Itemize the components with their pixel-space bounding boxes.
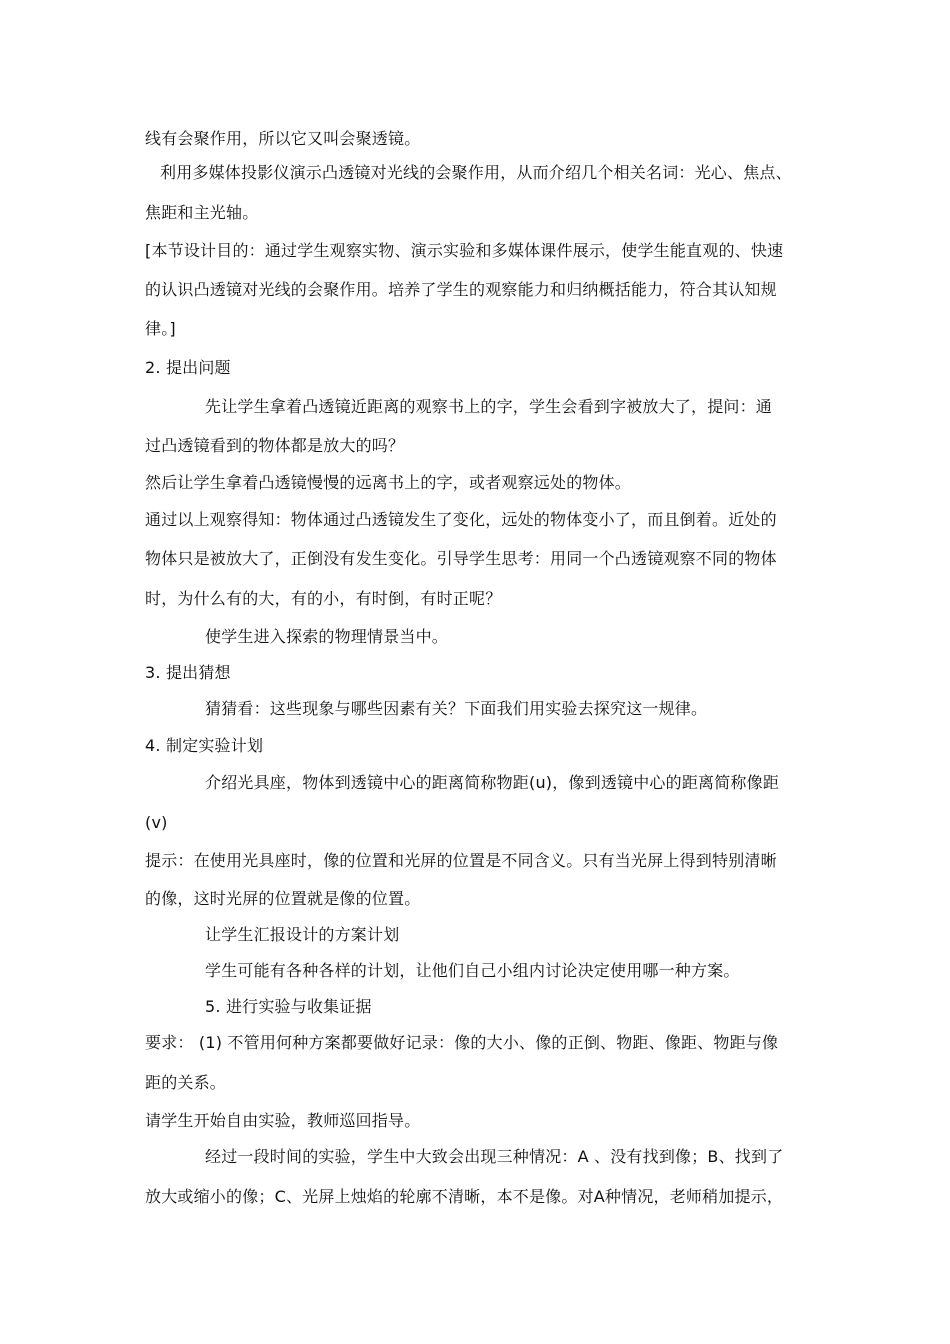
text-line: 线有会聚作用，所以它又叫会聚透镜。 (145, 129, 421, 148)
text-line: 距的关系。 (145, 1073, 227, 1092)
text-line: 经过一段时间的实验，学生中大致会出现三种情况：A 、没有找到像；B、找到了 (205, 1147, 784, 1166)
text-line: 然后让学生拿着凸透镜慢慢的远离书上的字，或者观察远处的物体。 (145, 473, 632, 492)
text-line: 时，为什么有的大，有的小，有时倒，有时正呢？ (145, 589, 502, 608)
text-line: 的像，这时光屏的位置就是像的位置。 (145, 889, 421, 908)
text-line: 提示：在使用光具座时，像的位置和光屏的位置是不同含义。只有当光屏上得到特别清晰 (145, 851, 777, 870)
text-line: 先让学生拿着凸透镜近距离的观察书上的字，学生会看到字被放大了，提问：通 (205, 397, 773, 416)
text-line: 的认识凸透镜对光线的会聚作用。培养了学生的观察能力和归纳概括能力，符合其认知规 (145, 280, 777, 299)
text-line: 让学生汇报设计的方案计划 (205, 925, 400, 944)
text-line: 物体只是被放大了，正倒没有发生变化。引导学生思考：用同一个凸透镜观察不同的物体 (145, 549, 777, 568)
section-heading: 5. 进行实验与收集证据 (205, 997, 372, 1016)
section-heading: 2. 提出问题 (145, 358, 231, 377)
text-line: 猜猜看：这些现象与哪些因素有关？下面我们用实验去探究这一规律。 (205, 699, 708, 718)
text-line: 过凸透镜看到的物体都是放大的吗？ (145, 436, 405, 455)
text-line: 利用多媒体投影仪演示凸透镜对光线的会聚作用，从而介绍几个相关名词：光心、焦点、 (160, 163, 792, 182)
text-line: 学生可能有各种各样的计划，让他们自己小组内讨论决定使用哪一种方案。 (205, 961, 740, 980)
text-line: 要求： (1) 不管用何种方案都要做好记录：像的大小、像的正倒、物距、像距、物距与像 (145, 1033, 779, 1052)
section-heading: 3. 提出猜想 (145, 663, 231, 682)
text-line: (v) (145, 813, 168, 832)
text-line: 通过以上观察得知：物体通过凸透镜发生了变化，远处的物体变小了，而且倒着。近处的 (145, 510, 777, 529)
text-line: 律。] (145, 319, 176, 338)
text-line: 焦距和主光轴。 (145, 203, 259, 222)
text-line: 请学生开始自由实验，教师巡回指导。 (145, 1111, 421, 1130)
text-line: 放大或缩小的像；C、光屏上烛焰的轮廓不清晰，本不是像。对A种情况，老师稍加提示， (145, 1187, 784, 1206)
text-line: [本节设计目的：通过学生观察实物、演示实验和多媒体课件展示，使学生能直观的、快速 (145, 241, 784, 260)
section-heading: 4. 制定实验计划 (145, 736, 264, 755)
text-line: 介绍光具座，物体到透镜中心的距离简称物距(u)，像到透镜中心的距离简称像距 (205, 773, 780, 792)
text-line: 使学生进入探索的物理情景当中。 (205, 627, 449, 646)
